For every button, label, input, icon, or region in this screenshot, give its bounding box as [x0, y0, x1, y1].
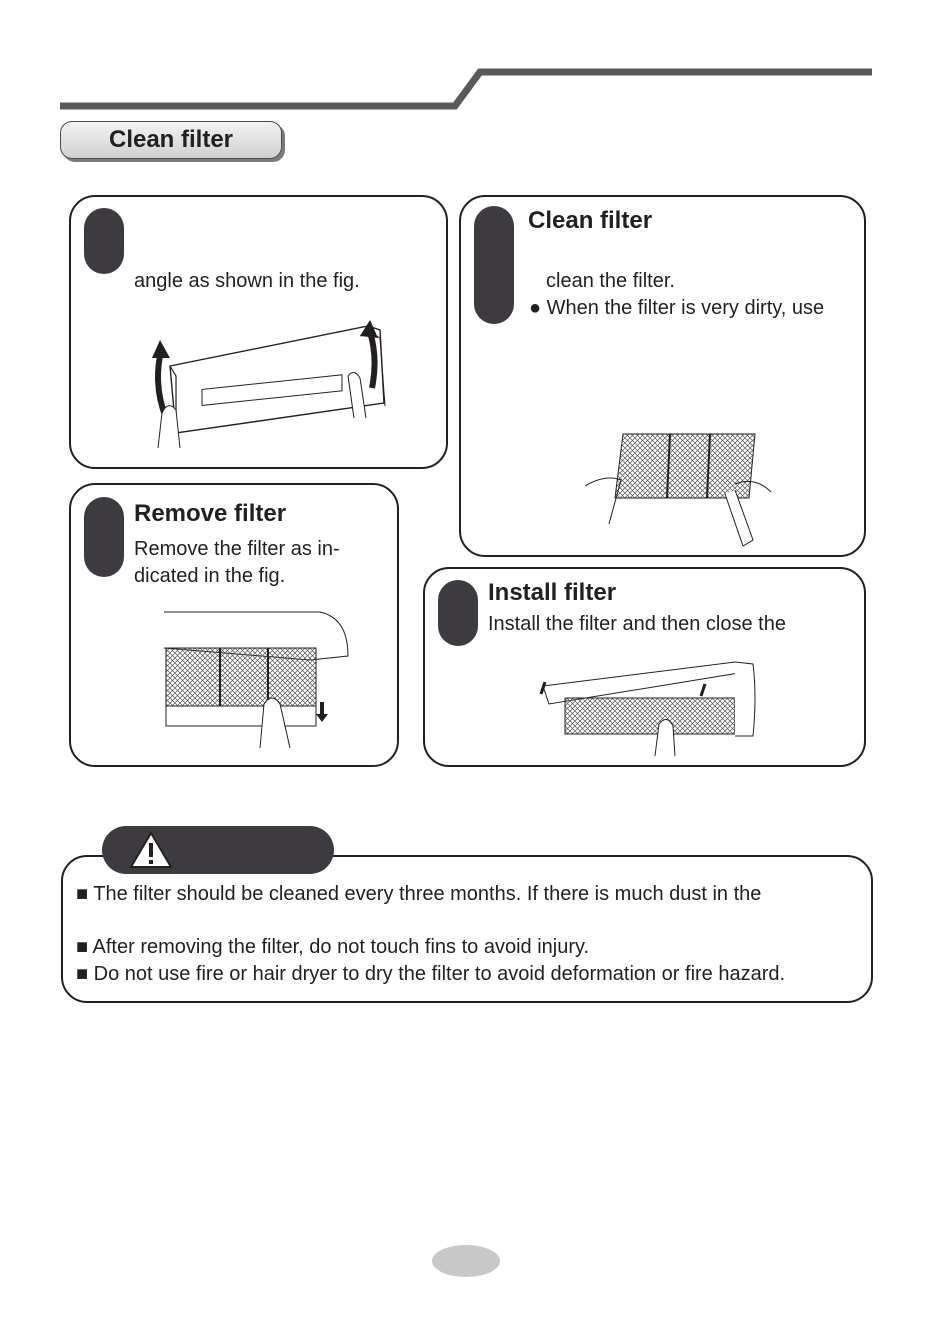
install-filter-illustration — [535, 656, 765, 756]
step4-line1: Install the filter and then close the — [488, 613, 786, 635]
step2-line1: clean the filter. — [546, 270, 675, 292]
step3-line2: dicated in the fig. — [134, 565, 286, 587]
open-panel-illustration — [140, 318, 400, 453]
step-number-tab — [84, 497, 124, 577]
page-number-badge — [432, 1245, 500, 1277]
step-number-tab — [84, 208, 124, 274]
section-title: Clean filter — [108, 126, 234, 153]
step2-line2: ● When the filter is very dirty, use — [529, 297, 825, 319]
caution-tab — [102, 826, 334, 874]
caution-line-3: ■ Do not use fire or hair dryer to dry the filter to avoid deformation or fire hazard. — [76, 963, 786, 985]
step-clean-heading: Clean filter — [528, 207, 653, 234]
section-title-badge — [60, 121, 282, 159]
caution-line-2: ■ After removing the filter, do not touch fins to avoid injury. — [76, 936, 590, 958]
remove-filter-illustration — [160, 608, 360, 748]
step-install-heading: Install filter — [488, 579, 617, 606]
warning-triangle-icon — [128, 830, 174, 870]
header-rule — [0, 0, 933, 120]
step-remove-heading: Remove filter — [134, 500, 287, 527]
step1-line1: angle as shown in the fig. — [134, 270, 360, 292]
caution-line-1: ■ The filter should be cleaned every three months. If there is much dust in the — [76, 883, 762, 905]
step-number-tab — [474, 206, 514, 324]
cleaning-filter-illustration — [585, 428, 785, 548]
step-number-tab — [438, 580, 478, 646]
step3-line1: Remove the filter as in- — [134, 538, 340, 560]
